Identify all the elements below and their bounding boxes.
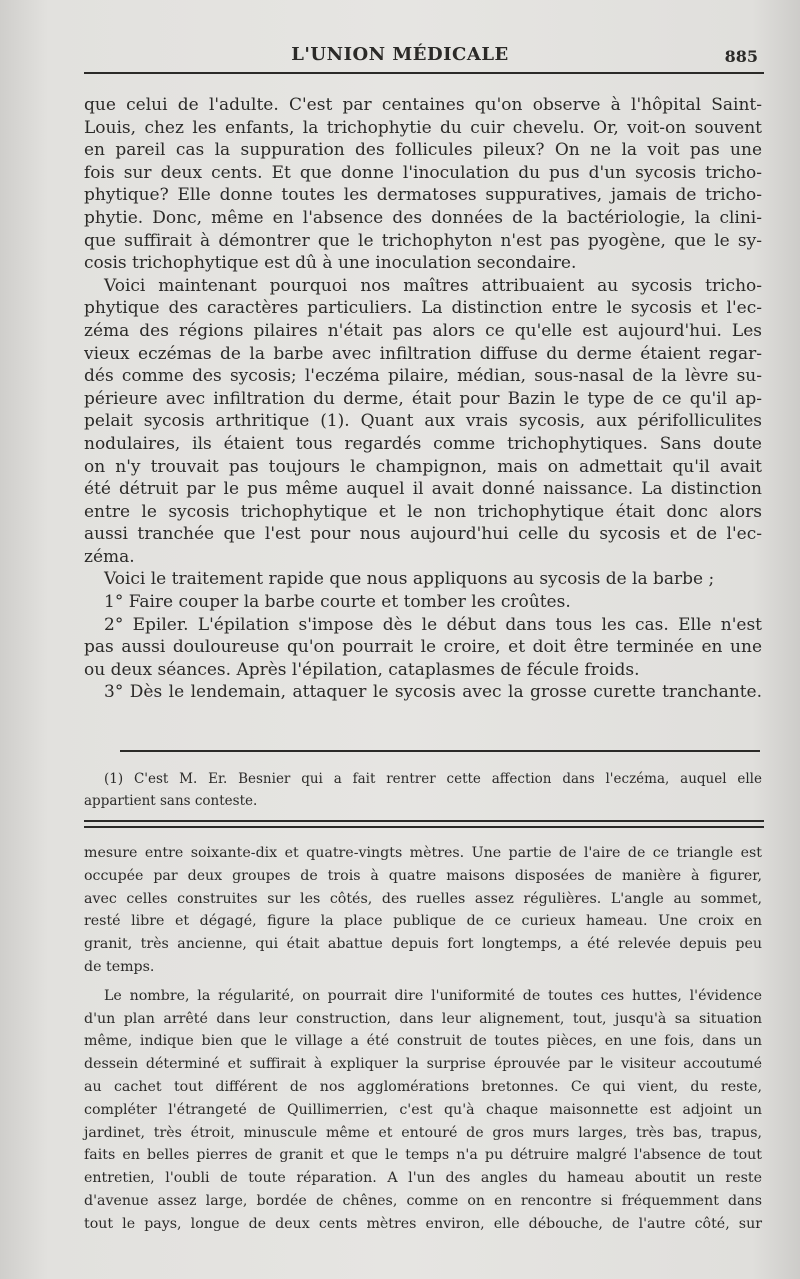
- paragraph-6: [84, 681, 762, 704]
- text-line: vieux eczémas de la barbe avec infiltration diffuse du derme étaient regar-: [84, 343, 762, 364]
- text-line: dés comme des sycosis; l'eczéma pilaire, médian, sous-nasal de la lèvre su-: [84, 366, 762, 387]
- text-line: ou deux séances. Après l'épilation, cataplasmes de fécule froids.: [84, 659, 640, 680]
- separator-rule: [84, 820, 764, 822]
- paragraph-8: [84, 985, 762, 1236]
- text-line: d'avenue assez large, bordée de chênes, comme on en rencontre si fréquemment dans: [84, 1192, 762, 1209]
- text-line: cosis trichophytique est dû à une inoculation secondaire.: [84, 253, 577, 274]
- text-line: même, indique bien que le village a été construit de toutes pièces, en une fois, dans un: [84, 1033, 762, 1050]
- text-line: phytique? Elle donne toutes les dermatoses suppuratives, jamais de tricho-: [84, 185, 762, 206]
- footnote-line: (1) C'est M. Er. Besnier qui a fait rentrer cette affection dans l'eczéma, auquel elle: [104, 771, 762, 787]
- paragraph-4: [84, 591, 762, 614]
- text-line: dessein déterminé et suffirait à expliquer la surprise éprouvée par le visiteur accoutumé: [84, 1056, 762, 1073]
- text-line: Louis, chez les enfants, la trichophytie du cuir chevelu. Or, voit-on souvent: [84, 117, 762, 138]
- text-line: que suffirait à démontrer que le trichophyton n'est pas pyogène, que le sy-: [84, 230, 762, 251]
- paragraph-5: [84, 614, 762, 682]
- text-line: jardinet, très étroit, minuscule même et entouré de gros murs larges, très bas, trapus,: [84, 1124, 762, 1141]
- text-line: pas aussi douloureuse qu'on pourrait le croire, et doit être terminée en une: [84, 637, 762, 658]
- text-line: d'un plan arrêté dans leur construction, dans leur alignement, tout, jusqu'à sa situation: [84, 1010, 762, 1027]
- text-line: aussi tranchée que l'est pour nous aujourd'hui celle du sycosis et de l'ec-: [84, 524, 762, 545]
- paragraph-3: [84, 568, 762, 591]
- footnote-rule: [120, 750, 760, 752]
- text-line: périeure avec infiltration du derme, était pour Bazin le type de ce qu'il ap-: [84, 388, 762, 409]
- text-line: occupée par deux groupes de trois à quatre maisons disposées de manière à figurer,: [84, 867, 762, 884]
- page-number: 885: [724, 47, 758, 66]
- text-line: 3° Dès le lendemain, attaquer le sycosis avec la grosse curette tranchante.: [104, 682, 762, 703]
- footnote: [84, 768, 762, 812]
- header-rule: [84, 72, 764, 74]
- text-line: que celui de l'adulte. C'est par centaines qu'on observe à l'hôpital Saint-: [84, 95, 762, 115]
- text-line: entre le sycosis trichophytique et le non trichophytique était donc alors: [84, 501, 762, 522]
- text-line: au cachet tout différent de nos agglomérations bretonnes. Ce qui vient, du reste,: [84, 1078, 762, 1095]
- text-line: zéma.: [84, 546, 135, 567]
- text-line: phytie. Donc, même en l'absence des données de la bactériologie, la clini-: [84, 207, 762, 228]
- text-line: pelait sycosis arthritique (1). Quant aux vrais sycosis, aux périfolliculites: [84, 411, 762, 432]
- text-line: faits en belles pierres de granit et que le temps n'a pu détruire malgré l'absence de tout: [84, 1147, 762, 1164]
- paragraph-1: [84, 94, 762, 275]
- page-header: [0, 44, 800, 74]
- text-line: été détruit par le pus même auquel il avait donné naissance. La distinction: [84, 479, 762, 500]
- text-line: 2° Epiler. L'épilation s'impose dès le début dans tous les cas. Elle n'est: [104, 614, 762, 635]
- running-title: L'UNION MÉDICALE: [291, 44, 509, 65]
- text-line: nodulaires, ils étaient tous regardés comme trichophytiques. Sans doute: [84, 433, 762, 454]
- text-line: en pareil cas la suppuration des follicules pileux? On ne la voit pas une: [84, 140, 762, 161]
- text-line: granit, très ancienne, qui était abattue depuis fort longtemps, a été relevée depuis peu: [84, 936, 762, 953]
- text-line: Voici le traitement rapide que nous appliquons au sycosis de la barbe ;: [104, 569, 715, 590]
- text-line: on n'y trouvait pas toujours le champignon, mais on admettait qu'il avait: [84, 456, 762, 477]
- text-line: zéma des régions pilaires n'était pas alors ce qu'elle est aujourd'hui. Les: [84, 320, 762, 341]
- separator-rule: [84, 826, 764, 828]
- second-article-text: [84, 842, 762, 1236]
- text-line: mesure entre soixante-dix et quatre-vingts mètres. Une partie de l'aire de ce triangle est: [84, 845, 762, 861]
- text-line: compléter l'étrangeté de Quillimerrien, c'est qu'à chaque maisonnette est adjoint un: [84, 1101, 762, 1118]
- paragraph-7: [84, 842, 762, 979]
- text-line: avec celles construites sur les côtés, des ruelles assez régulières. L'angle au sommet,: [84, 890, 762, 907]
- text-line: entretien, l'oubli de toute réparation. A l'un des angles du hameau aboutit un reste: [84, 1170, 762, 1187]
- text-line: resté libre et dégagé, figure la place publique de ce curieux hameau. Une croix en: [84, 913, 762, 930]
- text-line: fois sur deux cents. Et que donne l'inoculation du pus d'un sycosis tricho-: [84, 162, 762, 183]
- text-line: de temps.: [84, 958, 155, 975]
- text-line: Voici maintenant pourquoi nos maîtres attribuaient au sycosis tricho-: [104, 275, 762, 296]
- text-line: Le nombre, la régularité, on pourrait dire l'uniformité de toutes ces huttes, l'évidence: [104, 987, 762, 1004]
- text-line: phytique des caractères particuliers. La distinction entre le sycosis et l'ec-: [84, 298, 762, 319]
- footnote-line: appartient sans conteste.: [84, 793, 258, 809]
- paragraph-2: [84, 275, 762, 569]
- text-line: 1° Faire couper la barbe courte et tomber les croûtes.: [104, 592, 571, 613]
- text-line: tout le pays, longue de deux cents mètres environ, elle débouche, de l'autre côté, sur: [84, 1215, 762, 1232]
- main-text: [84, 94, 762, 704]
